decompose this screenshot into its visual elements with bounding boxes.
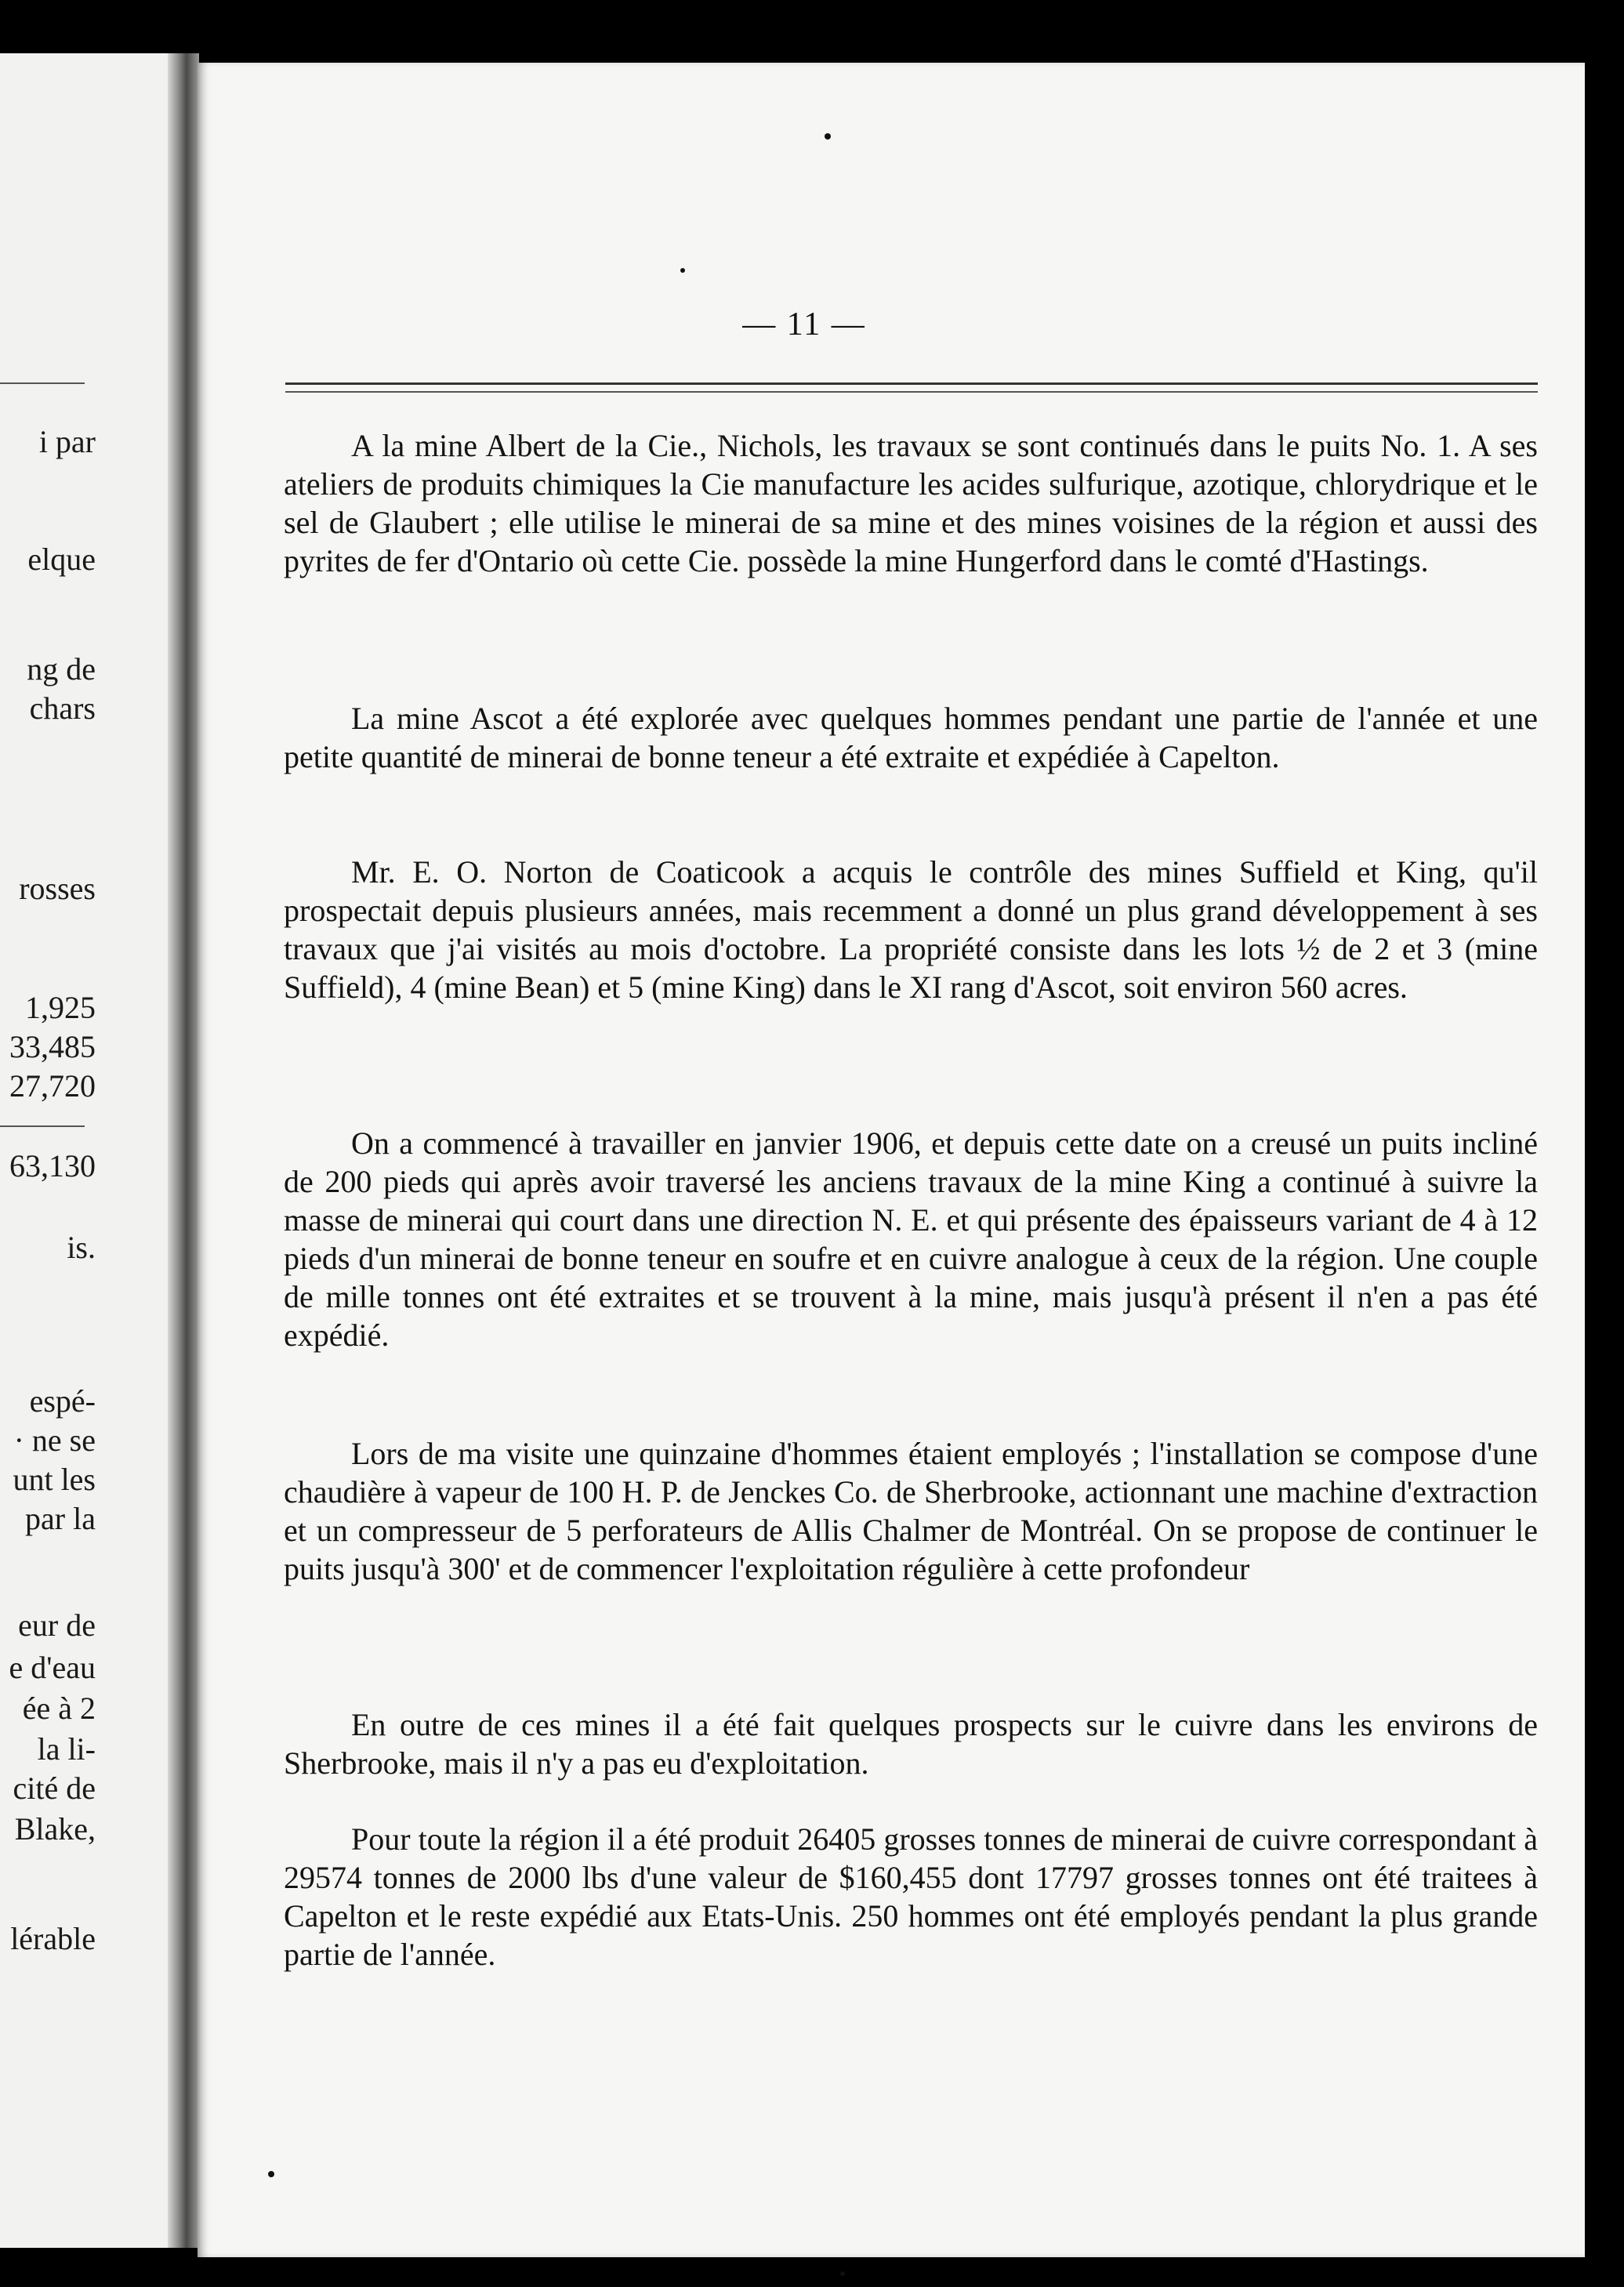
left-page-fragment: e d'eau	[9, 1650, 96, 1685]
left-page-fragment: espé-	[29, 1383, 96, 1419]
print-speck	[840, 2271, 845, 2276]
left-page-fragment: Blake,	[14, 1811, 96, 1847]
print-speck	[825, 133, 831, 140]
paragraph: Mr. E. O. Norton de Coaticook a acquis le contrôle des mines Suffield et King, qu'il prospectait depuis plusieurs années, mais recemment a donné un plus grand développement à ses travaux que j'ai visités au mois d'octobre. La propriété consiste dans les lots ½ de 2 et 3 (mine Suffield), 4 (mine Bean) et 5 (mine King) dans le XI rang d'Ascot, soit environ 560 acres.	[284, 854, 1538, 1005]
left-page-fragment: 27,720	[9, 1068, 96, 1104]
paragraph: La mine Ascot a été explorée avec quelques hommes pendant une partie de l'année et une petite quantité de minerai de bonne teneur a été extraite et expédiée à Capelton.	[284, 701, 1538, 774]
left-page-fragment: ée à 2	[22, 1691, 96, 1726]
left-page-fragment: is.	[67, 1230, 96, 1265]
book-gutter	[168, 53, 199, 2248]
left-page-fragment: ng de	[27, 651, 96, 687]
paragraph: On a commencé à travailler en janvier 1906, et depuis cette date on a creusé un puits incliné de 200 pieds qui après avoir traversé les anciens travaux de la mine King a continué à suivre la masse de minerai qui court dans une direction N. E. et qui présente des épaisseurs variant de 4 à 12 pieds d'un minerai de bonne teneur en soufre et en cuivre analogue à ceux de la région. Une couple de mille tonnes ont été extraites et se trouvent à la mine, mais jusqu'à présent il n'en a pas été expédié.	[284, 1125, 1538, 1353]
left-page-fragment: lérable	[10, 1921, 96, 1956]
left-page-fragment: par la	[25, 1501, 96, 1536]
left-page-fragment: eur de	[18, 1607, 96, 1643]
left-page-fragment: · ne se	[13, 1423, 96, 1458]
print-speck	[268, 2171, 274, 2177]
left-page-fragment: cité de	[13, 1771, 96, 1806]
left-page-fragment: la li-	[37, 1731, 96, 1767]
paragraph: Lors de ma visite une quinzaine d'hommes étaient employés ; l'installation se compose d'une chaudière à vapeur de 100 H. P. de Jenckes Co. de Sherbrooke, actionnant une machine d'extraction et un compresseur de 5 perforateurs de Allis Chalmer de Montréal. On se propose de continuer le puits jusqu'à 300' et de commencer l'exploitation régulière à cette profondeur	[284, 1436, 1538, 1586]
left-page-fragment: 63,130	[9, 1148, 96, 1183]
left-page-fragment: chars	[29, 690, 96, 726]
page-number: — 11 —	[742, 306, 866, 343]
left-page-fragment: unt les	[13, 1462, 96, 1497]
paragraph: En outre de ces mines il a été fait quelques prospects sur le cuivre dans les environs de Sherbrooke, mais il n'y a pas eu d'exploitation.	[284, 1707, 1538, 1781]
left-page-rule	[0, 382, 85, 384]
left-page-fragment: rosses	[19, 871, 96, 906]
left-page-fragment: 33,485	[9, 1029, 96, 1064]
left-page-fragment: elque	[27, 542, 96, 577]
left-page-fragment: i par	[38, 424, 96, 459]
header-rule	[285, 382, 1538, 393]
paragraph: Pour toute la région il a été produit 26405 grosses tonnes de minerai de cuivre correspondant à 29574 tonnes de 2000 lbs d'une valeur de $160,455 dont 17797 grosses tonnes ont été traitees à Capelton et le reste expédié aux Etats-Unis. 250 hommes ont été employés pendant la plus grande partie de l'année.	[284, 1821, 1538, 1972]
left-page-rule	[0, 1125, 85, 1127]
paragraph: A la mine Albert de la Cie., Nichols, les travaux se sont continués dans le puits No. 1. A ses ateliers de produits chimiques la Cie manufacture les acides sulfurique, azotique, chlorydrique et le sel de Glaubert ; elle utilise le minerai de sa mine et des mines voisines de la région et aussi des pyrites de fer d'Ontario où cette Cie. possède la mine Hungerford dans le comté d'Hastings.	[284, 428, 1538, 578]
print-speck	[680, 268, 685, 273]
document-page	[198, 63, 1585, 2257]
left-page-fragment: 1,925	[25, 990, 96, 1025]
